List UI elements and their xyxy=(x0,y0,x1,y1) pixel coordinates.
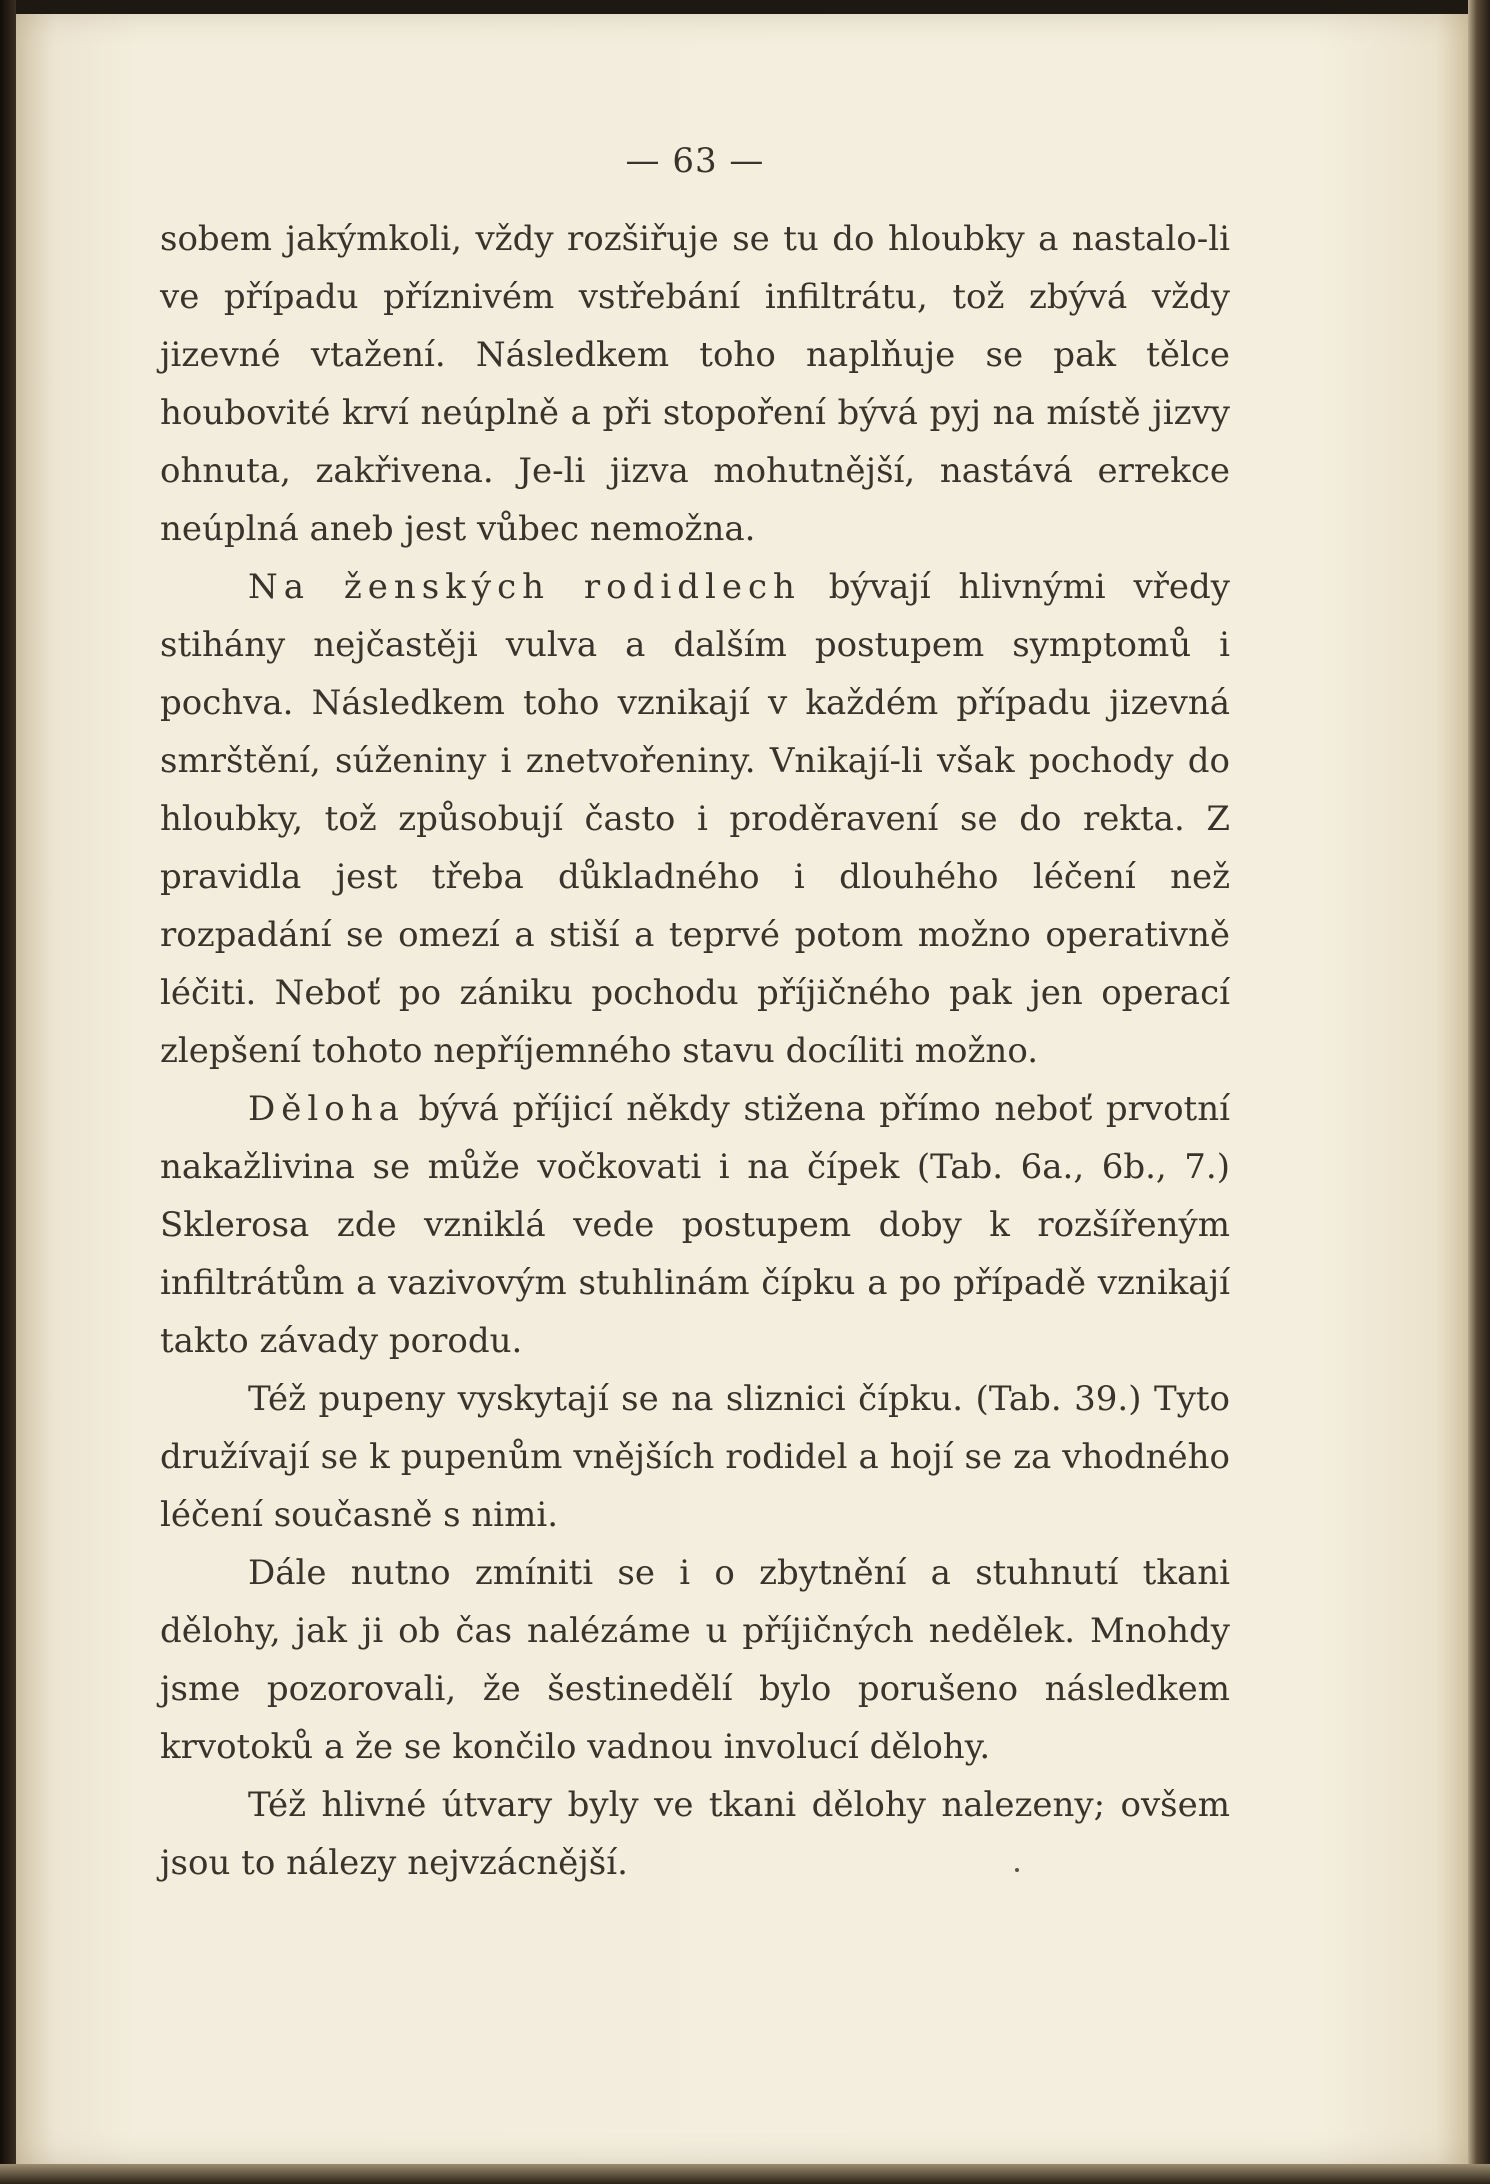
page-right-edge xyxy=(1468,0,1490,2184)
paragraph-5-text: Dále nutno zmíniti se i o zbytnění a stuhnutí tkani dělohy, jak ji ob čas nalézáme u příjičných nedělek. Mnohdy jsme pozorovali, že šestinedělí bylo porušeno následkem krvotoků a že se končilo vadnou involucí dělohy. xyxy=(160,1553,1230,1767)
paragraph-6 xyxy=(160,1776,1230,1892)
page-content xyxy=(160,132,1230,1892)
paragraph-2-text: bývají hlivnými vředy stihány nejčastěji vulva a dalším postupem symptomů i pochva. Následkem toho vznikají v každém případu jizevná smrštění, súženiny i znetvořeniny. Vnikají-li však pochody do hloubky, tož způsobují často i proděravení se do rekta. Z pravidla jest třeba důkladného i dlouhého léčení než rozpadání se omezí a stiší a teprvé potom možno operativně léčiti. Neboť po zániku pochodu příjičného pak jen operací zlepšení tohoto nepříjemného stavu docíliti možno. xyxy=(160,567,1231,1071)
paragraph-4 xyxy=(160,1370,1230,1544)
paragraph-3 xyxy=(160,1080,1230,1370)
paragraph-3-emphasis: Děloha xyxy=(248,1089,405,1129)
paragraph-2-emphasis: Na ženských rodidlech xyxy=(248,567,801,607)
page-sheet xyxy=(16,14,1468,2164)
paragraph-1-text: sobem jakýmkoli, vždy rozšiřuje se tu do hloubky a nastalo-li ve případu příznivém vstřebání infiltrátu, tož zbývá vždy jizevné vtažení. Následkem toho naplňuje se pak tělce houbovité krví neúplně a při stopoření bývá pyj na místě jizvy ohnuta, zakřivena. Je-li jizva mohutnější, nastává errekce neúplná aneb jest vůbec nemožna. xyxy=(160,219,1230,549)
paragraph-4-text: Též pupeny vyskytají se na sliznici čípku. (Tab. 39.) Tyto družívají se k pupenům vnějších rodidel a hojí se za vhodného léčení současně s nimi. xyxy=(160,1379,1230,1535)
page-number: — 63 — xyxy=(625,141,765,181)
ink-speck xyxy=(1015,1868,1019,1872)
page-bottom-edge xyxy=(0,2164,1490,2184)
paragraph-3-text: bývá příjicí někdy stižena přímo neboť prvotní nakažlivina se může vočkovati i na čípek (Tab. 6a., 6b., 7.) Sklerosa zde vzniklá vede postupem doby k rozšířeným infiltrátům a vazivovým stuhlinám čípku a po případě vznikají takto závady porodu. xyxy=(160,1089,1230,1361)
book-spine-shadow xyxy=(0,0,16,2184)
paragraph-2 xyxy=(160,558,1230,1080)
paragraph-5 xyxy=(160,1544,1230,1776)
paragraph-1 xyxy=(160,210,1230,558)
paragraph-6-text: Též hlivné útvary byly ve tkani dělohy nalezeny; ovšem jsou to nálezy nejvzácnější. xyxy=(160,1785,1230,1883)
